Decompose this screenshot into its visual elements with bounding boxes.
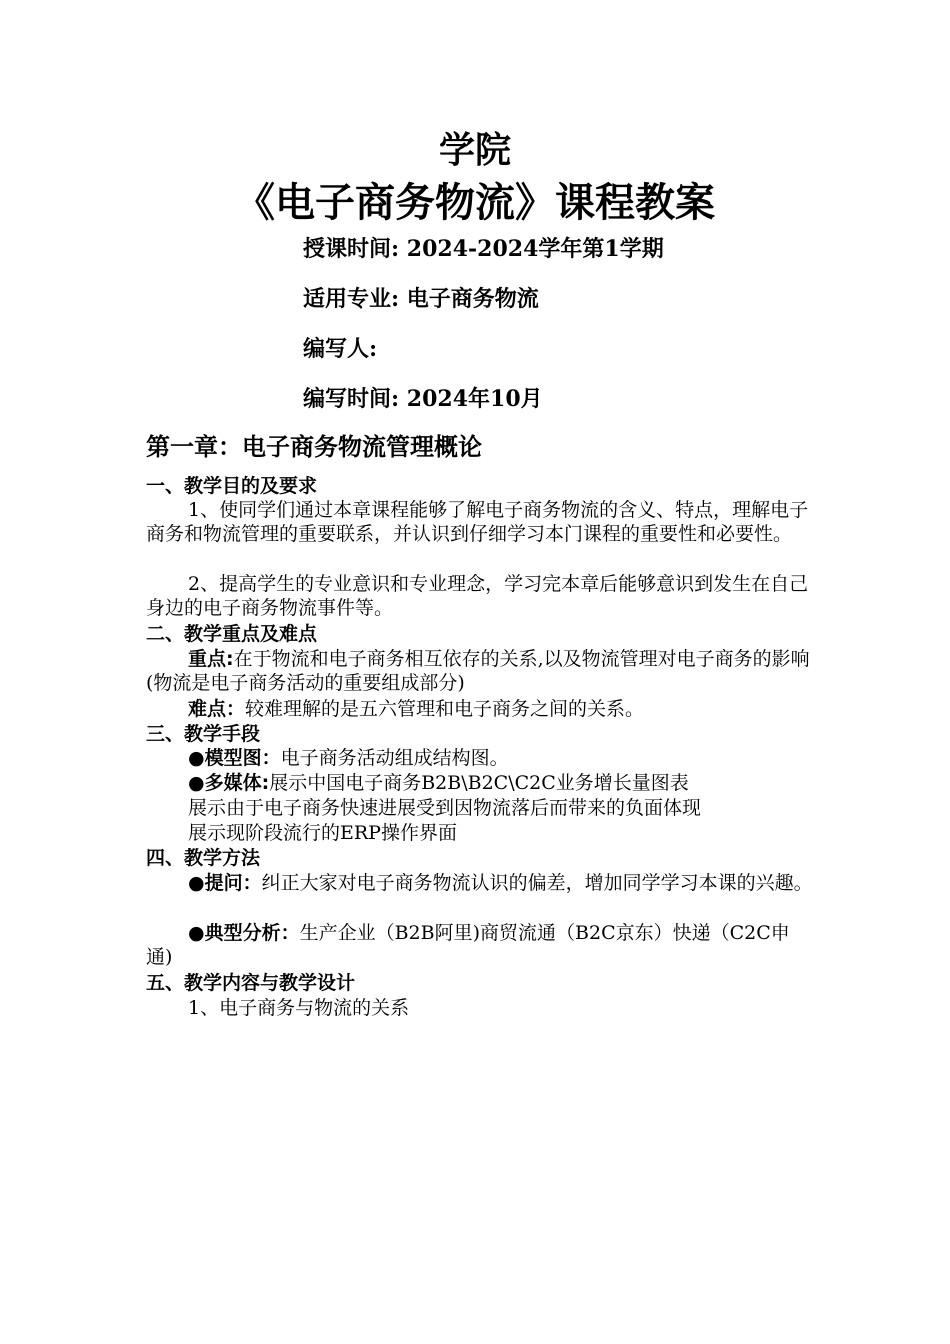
section-heading-4: 四、教学方法 <box>146 847 261 869</box>
course-title: 《电子商务物流》课程教案 <box>235 179 715 226</box>
difficult-point-label: 难点： <box>188 698 246 720</box>
question-label: ●提问： <box>188 872 262 894</box>
case-label: ●典型分析： <box>188 922 300 944</box>
key-point-text: 在于物流和电子商务相互依存的关系,以及物流管理对电子商务的影响(物流是电子商务活动的重要组成部分) <box>146 648 810 694</box>
meta-label: 授课时间: <box>303 236 400 262</box>
media-detail-line: 展示现阶段流行的ERP操作界面 <box>188 822 457 844</box>
meta-teaching-time <box>303 234 664 264</box>
model-text: 电子商务活动组成结构图。 <box>280 747 509 769</box>
means-model-line <box>188 746 509 770</box>
method-case-paragraph <box>146 921 814 969</box>
meta-value: 2024年10月 <box>406 386 543 412</box>
media-detail-line: 展示由于电子商务快速进展受到因物流落后而带来的负面体现 <box>188 797 702 819</box>
content-item: 1、电子商务与物流的关系 <box>188 997 410 1019</box>
model-label: ●模型图： <box>188 747 281 769</box>
case-text: 生产企业（B2B阿里)商贸流通（B2C京东）快递（C2C申通) <box>146 922 790 968</box>
method-question-paragraph <box>146 871 814 895</box>
meta-write-date <box>303 384 543 414</box>
key-point-label: 重点: <box>188 648 234 670</box>
section-heading-2: 二、教学重点及难点 <box>146 623 318 645</box>
question-text: 纠正大家对电子商务物流认识的偏差，增加同学学习本课的兴趣。 <box>261 872 813 894</box>
meta-major <box>303 284 539 314</box>
college-title: 学院 <box>438 129 511 171</box>
meta-author <box>303 334 377 364</box>
section-heading-3: 三、教学手段 <box>146 723 261 745</box>
means-media-line <box>188 771 689 795</box>
key-point-paragraph <box>146 647 814 695</box>
media-label: ●多媒体: <box>188 772 270 794</box>
paragraph: 1、使同学们通过本章课程能够了解电子商务物流的含义、特点，理解电子商务和物流管理的重要联系，并认识到仔细学习本门课程的重要性和必要性。 <box>146 499 809 545</box>
difficult-point-line <box>188 697 644 721</box>
difficult-point-text: 较难理解的是五六管理和电子商务之间的关系。 <box>245 698 645 720</box>
meta-value: 电子商务物流 <box>406 286 539 312</box>
paragraph: 2、提高学生的专业意识和专业理念，学习完本章后能够意识到发生在自己身边的电子商务物流事件等。 <box>146 573 809 619</box>
section-heading-1: 一、教学目的及要求 <box>146 475 318 497</box>
meta-label: 编写人: <box>303 336 378 362</box>
chapter-title: 第一章：电子商务物流管理概论 <box>146 433 482 461</box>
meta-label: 适用专业: <box>303 286 400 312</box>
meta-label: 编写时间: <box>303 386 400 412</box>
media-text: 展示中国电子商务B2B\B2C\C2C业务增长量图表 <box>269 772 689 794</box>
section-heading-5: 五、教学内容与教学设计 <box>146 972 356 994</box>
meta-value: 2024-2024学年第1学期 <box>406 236 664 262</box>
